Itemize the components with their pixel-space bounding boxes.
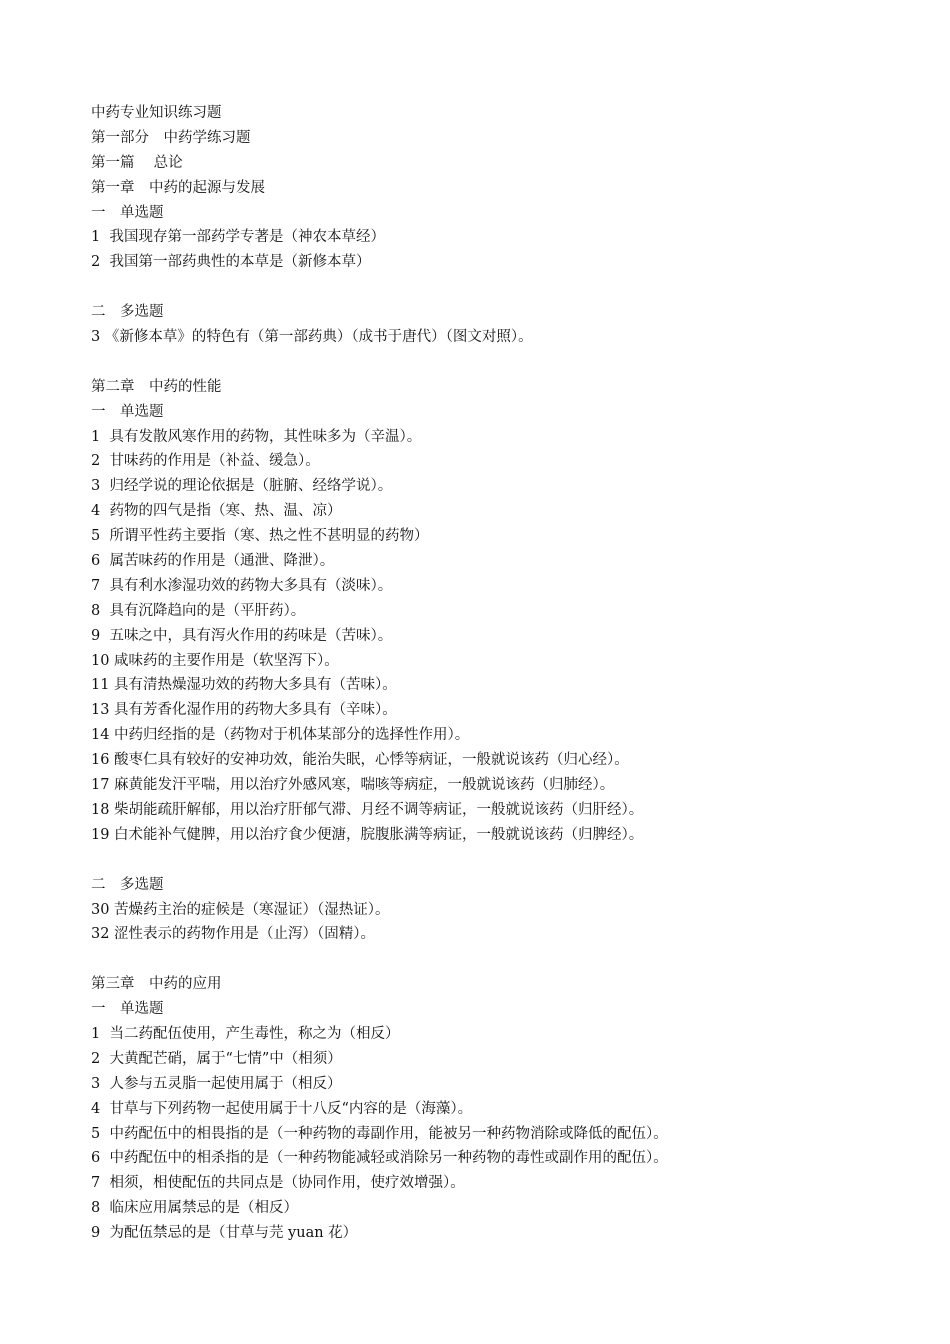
chapter-2-heading: 第二章 中药的性能 (91, 378, 222, 395)
list-item: 6 属苦味药的作用是（通泄、降泄）。 (91, 553, 335, 570)
list-item: 2 我国第一部药典性的本草是（新修本草） (91, 254, 371, 271)
ch3-single-choice-heading: 一 单选题 (91, 1001, 164, 1018)
list-item: 17 麻黄能发汗平喘，用以治疗外感风寒，喘咳等病症，一般就说该药（归肺经）。 (91, 777, 615, 794)
part-heading: 第一部分 中药学练习题 (91, 129, 251, 146)
list-item: 7 相须，相使配伍的共同点是（协同作用，使疗效增强）。 (91, 1175, 465, 1192)
list-item: 1 当二药配伍使用，产生毒性，称之为（相反） (91, 1025, 400, 1042)
chapter-1-heading: 第一章 中药的起源与发展 (91, 179, 265, 196)
document-page (91, 101, 891, 1246)
document-title: 中药专业知识练习题 (91, 105, 222, 121)
list-item: 11 具有清热燥湿功效的药物大多具有（苦味）。 (91, 677, 397, 694)
blank-line (91, 947, 891, 972)
ch2-multi-choice-heading: 二 多选题 (91, 876, 164, 893)
list-item: 18 柴胡能疏肝解郁，用以治疗肝郁气滞、月经不调等病证，一般就说该药（归肝经）。 (91, 801, 644, 818)
list-item: 1 我国现存第一部药学专著是（神农本草经） (91, 229, 385, 246)
list-item: 9 为配伍禁忌的是（甘草与芫 yuan 花） (91, 1225, 358, 1242)
ch1-multi-choice-heading: 二 多选题 (91, 304, 164, 321)
ch1-single-choice-heading: 一 单选题 (91, 204, 164, 221)
list-item: 3 《新修本草》的特色有（第一部药典）（成书于唐代）（图文对照）。 (91, 329, 533, 346)
list-item: 2 甘味药的作用是（补益、缓急）。 (91, 453, 320, 470)
chapter-group-heading: 第一篇 总论 (91, 154, 183, 171)
list-item: 8 具有沉降趋向的是（平肝药）。 (91, 602, 306, 619)
blank-line (91, 275, 891, 300)
list-item: 10 咸味药的主要作用是（软坚泻下）。 (91, 652, 339, 669)
list-item: 5 所谓平性药主要指（寒、热之性不甚明显的药物） (91, 528, 429, 545)
list-item: 9 五味之中，具有泻火作用的药味是（苦味）。 (91, 627, 393, 644)
blank-line (91, 350, 891, 375)
list-item: 4 药物的四气是指（寒、热、温、凉） (91, 503, 342, 520)
list-item: 30 苦燥药主治的症候是（寒湿证）（湿热证）。 (91, 901, 390, 918)
list-item: 2 大黄配芒硝，属于“七情”中（相须） (91, 1050, 342, 1067)
list-item: 3 归经学说的理论依据是（脏腑、经络学说）。 (91, 478, 393, 495)
blank-line (91, 848, 891, 873)
list-item: 6 中药配伍中的相杀指的是（一种药物能减轻或消除另一种药物的毒性或副作用的配伍）。 (91, 1150, 668, 1167)
list-item: 13 具有芳香化湿作用的药物大多具有（辛味）。 (91, 702, 397, 719)
ch2-single-choice-heading: 一 单选题 (91, 403, 164, 420)
chapter-3-heading: 第三章 中药的应用 (91, 976, 222, 993)
list-item: 14 中药归经指的是（药物对于机体某部分的选择性作用）。 (91, 727, 470, 744)
list-item: 4 甘草与下列药物一起使用属于十八反“内容的是（海藻）。 (91, 1100, 473, 1117)
list-item: 16 酸枣仁具有较好的安神功效，能治失眠，心悸等病证，一般就说该药（归心经）。 (91, 752, 629, 769)
list-item: 1 具有发散风寒作用的药物，其性味多为（辛温）。 (91, 428, 422, 445)
list-item: 7 具有利水渗湿功效的药物大多具有（淡味）。 (91, 577, 393, 594)
list-item: 19 白术能补气健脾，用以治疗食少便溏，脘腹胀满等病证，一般就说该药（归脾经）。 (91, 826, 644, 843)
list-item: 5 中药配伍中的相畏指的是（一种药物的毒副作用，能被另一种药物消除或降低的配伍）。 (91, 1125, 668, 1142)
list-item: 3 人参与五灵脂一起使用属于（相反） (91, 1075, 342, 1092)
list-item: 8 临床应用属禁忌的是（相反） (91, 1200, 298, 1217)
list-item: 32 涩性表示的药物作用是（止泻）（固精）。 (91, 926, 376, 943)
